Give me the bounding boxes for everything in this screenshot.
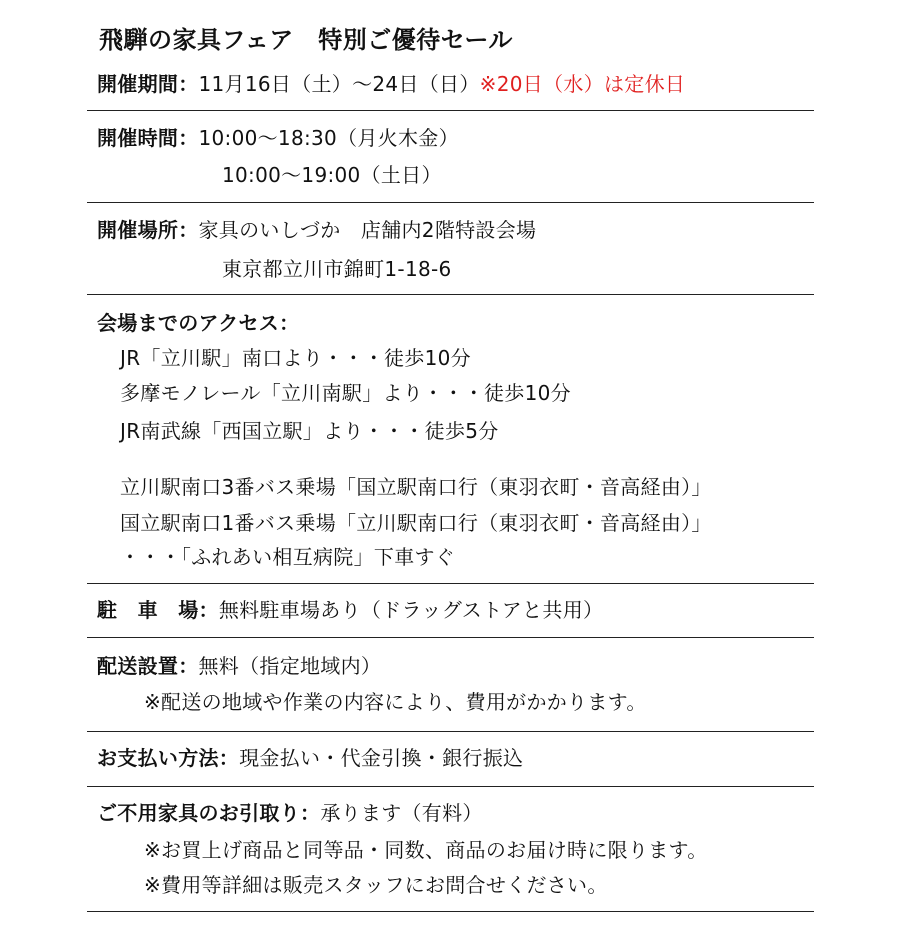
- payment-label: お支払い方法：: [97, 746, 240, 770]
- section-access: [87, 295, 814, 584]
- parking-value: 無料駐車場あり（ドラッグストアと共用）: [218, 598, 604, 622]
- delivery-value: 無料（指定地域内）: [198, 654, 382, 678]
- parking-row: [97, 596, 603, 624]
- access-train-monorail: 多摩モノレール「立川南駅」より・・・徒歩10分: [120, 381, 571, 405]
- pickup-note-1: ※お買上げ商品と同等品・同数、商品のお届け時に限ります。: [144, 838, 708, 862]
- pickup-note-2: ※費用等詳細は販売スタッフにお問合せください。: [144, 873, 608, 897]
- section-parking: [87, 584, 814, 638]
- access-train-nambu: JR南武線「西国立駅」より・・・徒歩5分: [120, 419, 499, 443]
- access-train-jr: JR「立川駅」南口より・・・徒歩10分: [120, 346, 471, 370]
- section-period: [87, 60, 814, 111]
- pickup-value: 承ります（有料）: [320, 801, 483, 825]
- period-value: 11月16日（土）〜24日（日）: [198, 72, 480, 96]
- access-bus-kunitachi: 国立駅南口1番バス乗場「立川駅南口行（東羽衣町・音高経由）」: [120, 511, 712, 535]
- venue-label: 開催場所：: [97, 218, 199, 242]
- access-bus-tachikawa: 立川駅南口3番バス乗場「国立駅南口行（東羽衣町・音高経由）」: [120, 475, 712, 499]
- delivery-label: 配送設置：: [97, 654, 199, 678]
- hours-weekday: 10:00〜18:30（月火木金）: [198, 126, 459, 150]
- page-title: 飛騨の家具フェア 特別ご優待セール: [99, 26, 513, 54]
- pickup-row: [97, 799, 483, 827]
- payment-row: [97, 744, 523, 772]
- access-label: 会場までのアクセス：: [97, 311, 300, 335]
- hours-label: 開催時間：: [97, 126, 199, 150]
- access-bus-stop: ・・・「ふれあい相互病院」下車すぐ: [120, 545, 456, 569]
- period-label: 開催期間：: [97, 72, 199, 96]
- section-payment: [87, 732, 814, 787]
- section-hours: [87, 111, 814, 203]
- payment-value: 現金払い・代金引換・銀行振込: [239, 746, 524, 770]
- section-delivery: [87, 638, 814, 732]
- pickup-label: ご不用家具のお引取り：: [97, 801, 321, 825]
- section-venue: [87, 203, 814, 295]
- hours-weekend: 10:00〜19:00（土日）: [222, 163, 442, 187]
- section-pickup: [87, 787, 814, 912]
- parking-label: 駐 車 場：: [97, 598, 219, 622]
- delivery-note: ※配送の地域や作業の内容により、費用がかかります。: [144, 690, 647, 714]
- hours-row-1: [97, 124, 459, 152]
- venue-address: 東京都立川市錦町1-18-6: [222, 257, 452, 281]
- venue-row-1: [97, 216, 536, 244]
- period-row: [97, 70, 685, 98]
- delivery-row: [97, 652, 381, 680]
- holiday-note: ※20日（水）は定休日: [479, 72, 686, 96]
- venue-name: 家具のいしづか 店舗内2階特設会場: [198, 218, 537, 242]
